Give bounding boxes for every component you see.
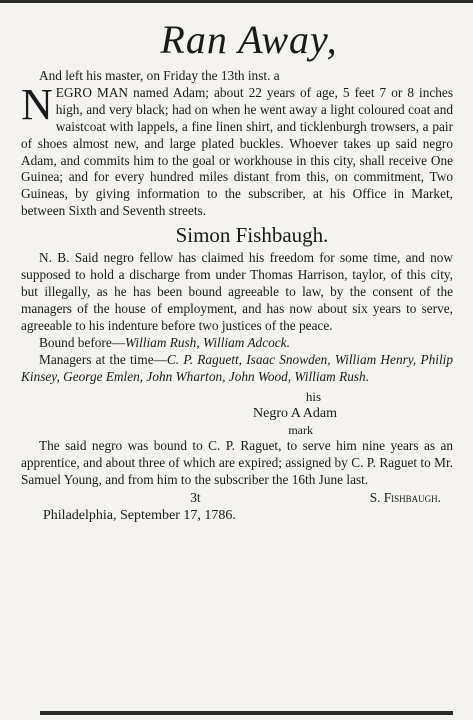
closing-paragraph: The said negro was bound to C. P. Raguet, to serve him nine years as an apprentice, and about three of which are expired; assigned by C. P. Raguet to Mr. Samuel Young, and from him to the subscriber the 16th June last. — [21, 438, 453, 488]
closing-signoff: S. Fishbaugh. — [369, 490, 441, 506]
managers-names: C. P. Raguett, Isaac Snowden, William Henry, Philip Kinsey, George Emlen, John Wharton, John Wood, William Rush. — [21, 351, 453, 384]
description-text: EGRO MAN named Adam; about 22 years of age, 5 feet 7 or 8 inches high, and very black; had on when he went away a light coloured coat and waistcoat with lappels, a fine linen shirt, and ticklenburgh trowsers, a pair of shoes almost new, and large plated buckles. Whoever takes up said negro Adam, and commits him to the goal or workhouse in this city, shall receive One Guinea; and for every hundred miles distant from this, on commitment, Two Guineas, by giving information to the subscriber, at his Office in Market, between Sixth and Seventh streets. — [21, 84, 453, 219]
signature: Simon Fishbaugh. — [175, 223, 329, 248]
dateline: Philadelphia, September 17, 1786. — [43, 508, 236, 524]
bound-before-label: Bound before— — [39, 334, 126, 350]
description-paragraph — [21, 79, 453, 220]
managers-paragraph — [21, 352, 453, 386]
headline: Ran Away, — [160, 17, 338, 62]
closing-code: 3t — [190, 490, 201, 506]
advertisement-column — [21, 18, 453, 525]
closing-signoff-line — [21, 489, 453, 506]
bound-before-line — [21, 335, 453, 352]
drop-cap: N — [21, 79, 53, 129]
managers-label: Managers at the time— — [39, 351, 167, 367]
bottom-rule — [40, 711, 453, 715]
top-rule — [0, 0, 473, 3]
bound-before-names: William Rush, William Adcock. — [125, 334, 290, 350]
nota-bene-paragraph: N. B. Said negro fellow has claimed his freedom for some time, and now supposed to hold a discharge from under Thomas Harrison, taylor, of this city, but illegally, as he has been bound agreeable to law, by the consent of the managers of the house of employment, and has now about six years to serve, agreeable to his indenture before two justices of the peace. — [21, 250, 453, 333]
mark-his: his — [305, 389, 321, 405]
mark-word: mark — [288, 423, 313, 438]
mark-name: Negro A Adam — [253, 406, 337, 422]
lead-line: And left his master, on Friday the 13th inst. a — [39, 68, 280, 83]
